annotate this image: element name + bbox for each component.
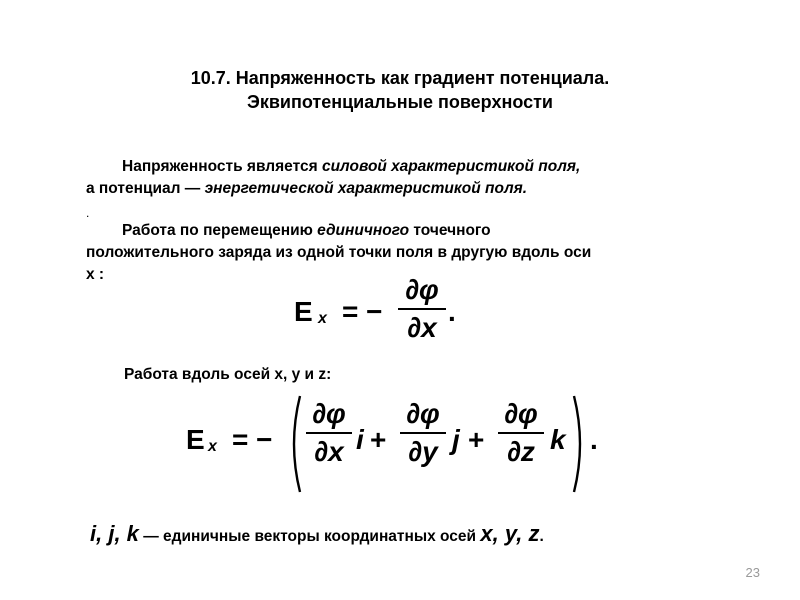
formula1-eq: = −: [342, 296, 383, 327]
page-title: [0, 66, 800, 114]
right-paren: [572, 394, 588, 494]
formula1-fraction: [398, 274, 446, 344]
formula-ex-gradient: [186, 392, 616, 496]
formula2-plus1: +: [370, 424, 387, 455]
formula2-eq: = −: [232, 424, 273, 455]
formula2-plus2: +: [468, 424, 485, 455]
formula2-fraction-x: [306, 398, 352, 468]
paragraph-axes: Работа вдоль осей x, y и z:: [124, 366, 332, 383]
para2-line-2: положительного заряда из одной точки поля в другую вдоль оси: [86, 244, 592, 261]
formula2-bar1: [306, 432, 352, 434]
formula2-den1: ∂x: [314, 436, 344, 467]
page-number: 23: [745, 565, 760, 580]
formula2-num3: ∂φ: [504, 398, 538, 429]
para1-text-a: Напряженность является: [122, 158, 322, 175]
para1-text-d: энергетической характеристикой поля.: [204, 180, 528, 197]
footer-vectors-line: [90, 521, 544, 547]
footer-text: — единичные векторы координатных осей: [138, 528, 481, 545]
footer-end: .: [539, 528, 544, 545]
footer-vectors: i, j, k: [90, 521, 139, 546]
formula2-bar2: [400, 432, 446, 434]
formula-ex-partial: [294, 274, 494, 356]
formula2-den2: ∂y: [408, 436, 438, 467]
formula2-lhs: E: [186, 424, 205, 455]
formula2-num1: ∂φ: [312, 398, 346, 429]
stray-dot: .: [86, 206, 90, 220]
para2-text-b: единичного: [317, 222, 410, 239]
para2-line-3: x :: [86, 266, 105, 283]
formula2-v2: j: [452, 424, 460, 455]
formula1-den: ∂x: [407, 312, 437, 343]
formula1-num: ∂φ: [405, 274, 439, 305]
para2-text-a: Работа по перемещению: [122, 222, 318, 239]
formula1-end: .: [448, 296, 456, 327]
formula2-num2: ∂φ: [406, 398, 440, 429]
footer-axes: x, y, z: [480, 521, 540, 546]
formula2-v3: k: [550, 424, 566, 455]
formula1-sub: x: [318, 310, 327, 327]
formula2-fraction-z: [498, 398, 544, 468]
paragraph-definition: [86, 156, 580, 200]
formula1-lhs: E: [294, 296, 313, 327]
formula2-bar3: [498, 432, 544, 434]
title-line-1: 10.7. Напряженность как градиент потенциала.: [190, 68, 610, 88]
para1-text-b: силовой характеристикой поля,: [321, 158, 581, 175]
left-paren: [286, 394, 302, 494]
formula1-fraction-bar: [398, 308, 446, 310]
formula2-v1: i: [356, 424, 364, 455]
para2-text-c: точечного: [409, 222, 491, 239]
formula2-sub: x: [208, 438, 217, 455]
formula2-fraction-y: [400, 398, 446, 468]
paragraph-work: [86, 220, 591, 286]
formula2-end: .: [590, 424, 598, 455]
title-line-2: Эквипотенциальные поверхности: [247, 92, 553, 112]
formula2-den3: ∂z: [507, 436, 535, 467]
para1-text-c: а потенциал —: [86, 180, 205, 197]
